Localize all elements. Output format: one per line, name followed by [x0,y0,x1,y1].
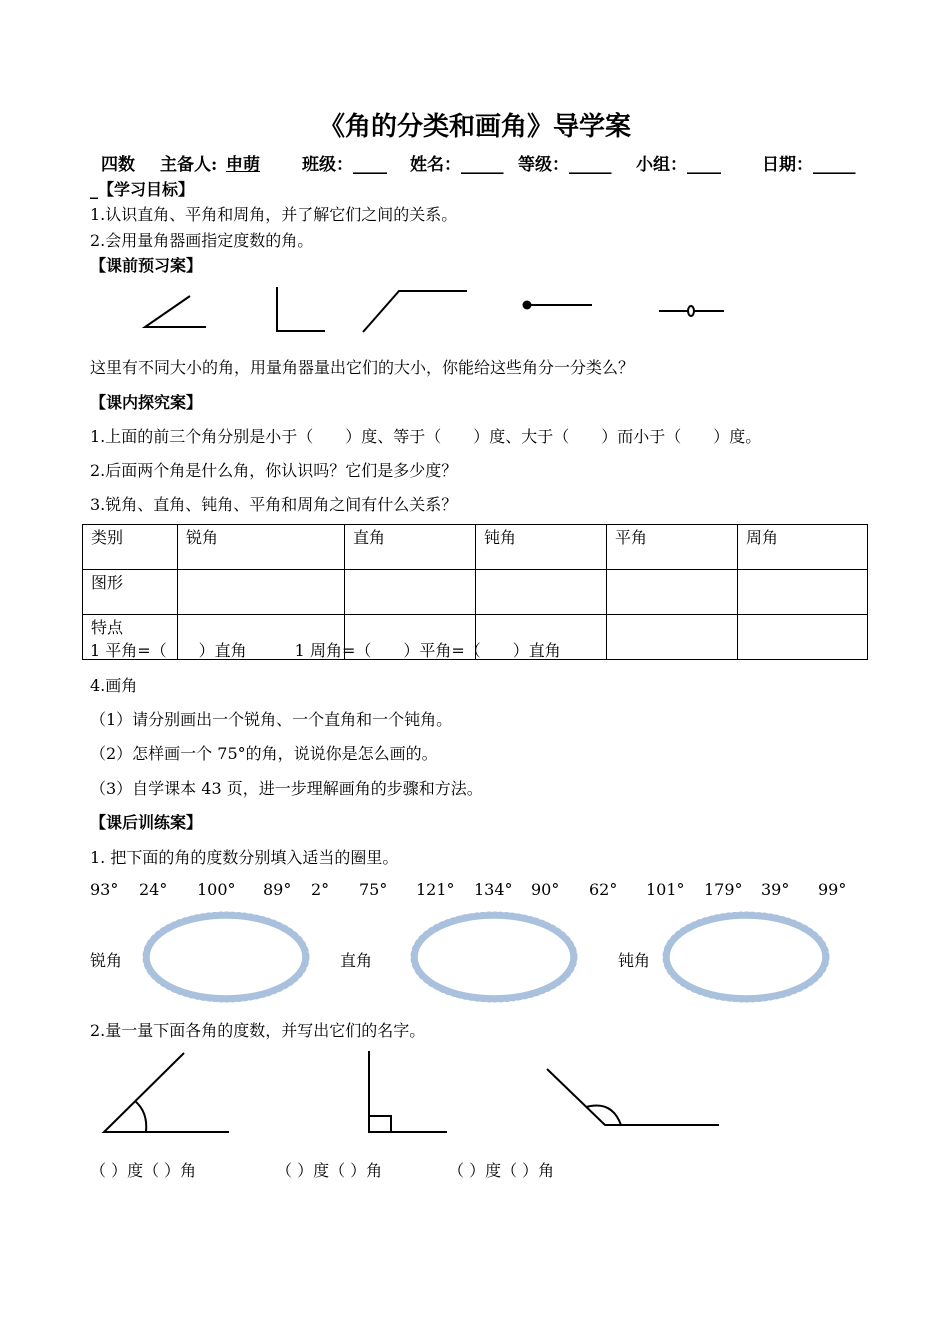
draw-task: （2）怎样画一个 75°的角，说说你是怎么画的。 [90,744,438,763]
class-field[interactable]: 班级：____ [302,155,387,175]
measure-answer[interactable]: （ ）度（ ）角 [276,1161,383,1180]
objectives-heading: _【学习目标】 [90,180,195,199]
table-header-cell: 锐角 [178,525,345,570]
right-circle-label: 直角 [340,951,373,970]
preview-question: 这里有不同大小的角，用量角器量出它们的大小，你能给这些角分一分类么？ [90,358,635,377]
acute-circle-label: 锐角 [90,951,123,970]
degree-value: 2° [311,880,330,899]
measure-angle-3 [547,1069,719,1125]
degree-value: 24° [139,880,168,899]
page-title: 《角的分类和画角》导学案 [318,112,631,142]
draw-task: （3）自学课本 43 页，进一步理解画角的步骤和方法。 [90,779,483,798]
degree-value: 93° [90,880,119,899]
explore-q2: 2.后面两个角是什么角，你认识吗？它们是多少度？ [90,461,458,480]
vertex-dot [523,301,532,310]
preparer-name: 申萌 [226,155,260,175]
table-header-cell: 类别 [83,525,178,570]
preparer-label: 主备人: [160,155,218,175]
practice-q1: 1. 把下面的角的度数分别填入适当的圈里。 [90,848,399,867]
group-field[interactable]: 小组：____ [636,155,721,175]
table-row [83,525,868,570]
objective-item: 2.会用量角器画指定度数的角。 [90,231,314,250]
acute-answer-circle [146,915,306,999]
degree-value: 101° [646,880,685,899]
right-angle-figure [277,287,325,331]
table-cell[interactable] [345,570,476,615]
table-cell[interactable] [607,615,738,660]
obtuse-angle-figure [363,291,467,332]
level-field[interactable]: 等级：_____ [518,155,612,175]
table-cell[interactable] [738,615,868,660]
table-cell[interactable] [476,570,607,615]
measure-answer[interactable]: （ ）度（ ）角 [448,1161,555,1180]
table-cell[interactable] [607,570,738,615]
degree-value: 89° [263,880,292,899]
table-header-cell: 平角 [607,525,738,570]
table-cell[interactable] [738,570,868,615]
date-field[interactable]: 日期：_____ [762,155,856,175]
measure-angle-1 [104,1053,229,1132]
acute-angle-figure [145,296,206,327]
draw-task: （1）请分别画出一个锐角、一个直角和一个钝角。 [90,710,453,729]
name-field[interactable]: 姓名：_____ [410,155,504,175]
table-header-cell: 周角 [738,525,868,570]
vertex-mark [688,306,694,316]
table-row [83,570,868,615]
table-cell[interactable] [178,570,345,615]
degree-value: 134° [474,880,513,899]
degree-value: 99° [818,880,847,899]
explore-q4: 4.画角 [90,676,138,695]
explore-heading: 【课内探究案】 [90,393,203,412]
degree-value: 179° [704,880,743,899]
measure-angle-2 [369,1051,447,1132]
table-header-cell: 直角 [345,525,476,570]
degree-value: 121° [416,880,455,899]
degree-value: 100° [197,880,236,899]
degree-value: 75° [359,880,388,899]
grade-label: 四数 [101,155,135,175]
degree-value: 62° [589,880,618,899]
obtuse-answer-circle [666,915,826,999]
measure-answer[interactable]: （ ）度（ ）角 [90,1161,197,1180]
degree-value: 90° [531,880,560,899]
degree-value: 39° [761,880,790,899]
explore-q3: 3.锐角、直角、钝角、平角和周角之间有什么关系？ [90,495,458,514]
table-row-label: 特点 [83,615,178,660]
angle-relation: 1 平角=（ ）直角 1 周角=（ ）平角=（ ）直角 [90,641,561,660]
objective-item: 1.认识直角、平角和周角，并了解它们之间的关系。 [90,205,458,224]
table-row-label: 图形 [83,570,178,615]
explore-q1: 1.上面的前三个角分别是小于（ ）度、等于（ ）度、大于（ ）而小于（ ）度。 [90,427,762,446]
practice-q2: 2.量一量下面各角的度数，并写出它们的名字。 [90,1021,426,1040]
table-header-cell: 钝角 [476,525,607,570]
right-answer-circle [414,915,574,999]
practice-heading: 【课后训练案】 [90,813,203,832]
obtuse-circle-label: 钝角 [618,951,651,970]
preview-heading: 【课前预习案】 [90,256,203,275]
